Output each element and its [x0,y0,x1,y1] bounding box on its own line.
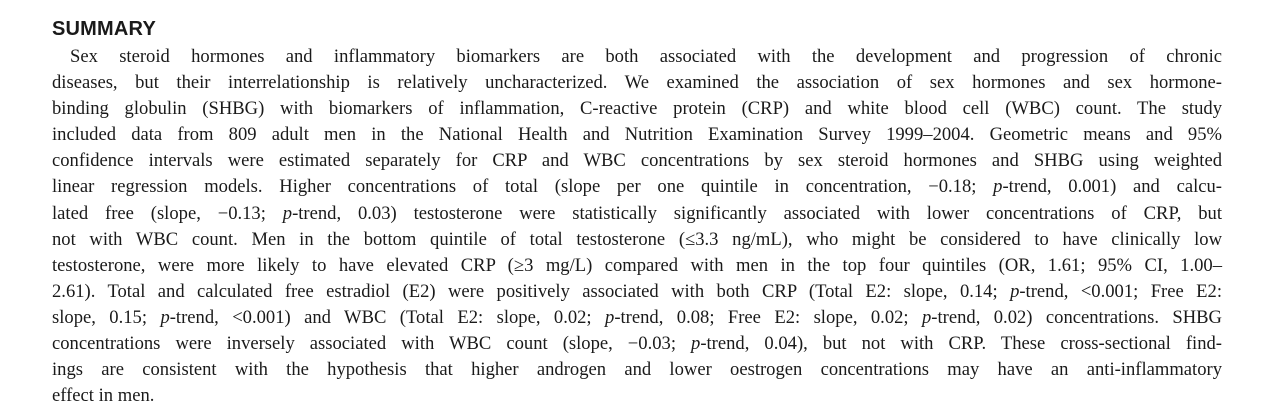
paragraph-line: 2.61). Total and calculated free estradiol (E2) were positively associated with both CRP (Total E2: slope, 0.14; p-trend, <0.001; Free E2: [52,280,1222,302]
paragraph-line: effect in men. [52,385,155,407]
paragraph-line: lated free (slope, −0.13; p-trend, 0.03) testosterone were statistically significantly associated with lower concentrations of CRP, but [52,202,1222,224]
paragraph-line: linear regression models. Higher concentrations of total (slope per one quintile in concentration, −0.18; p-trend, 0.001) and calcu- [52,176,1222,198]
section-heading: SUMMARY [52,18,156,40]
paragraph-line: not with WBC count. Men in the bottom quintile of total testosterone (≤3.3 ng/mL), who might be considered to have clinically low [52,228,1222,250]
paragraph-line: binding globulin (SHBG) with biomarkers of inflammation, C-reactive protein (CRP) and white blood cell (WBC) count. The study [52,98,1222,120]
paragraph-line: ings are consistent with the hypothesis that higher androgen and lower oestrogen concentrations may have an anti-inflammatory [52,359,1222,381]
paragraph-line: diseases, but their interrelationship is relatively uncharacterized. We examined the association of sex hormones and sex hormone- [52,72,1222,94]
paragraph-line: concentrations were inversely associated with WBC count (slope, −0.03; p-trend, 0.04), but not with CRP. These cross-sectional find- [52,333,1222,355]
summary-section [52,14,1222,409]
paragraph-line: included data from 809 adult men in the National Health and Nutrition Examination Survey 1999–2004. Geometric means and 95% [52,124,1222,146]
summary-paragraph [52,44,1222,409]
paragraph-line: slope, 0.15; p-trend, <0.001) and WBC (Total E2: slope, 0.02; p-trend, 0.08; Free E2: slope, 0.02; p-trend, 0.02) concentrations. SHBG [52,306,1222,328]
paragraph-line: Sex steroid hormones and inflammatory biomarkers are both associated with the development and progression of chronic [70,46,1222,67]
paragraph-line: confidence intervals were estimated separately for CRP and WBC concentrations by sex steroid hormones and SHBG using weighted [52,150,1222,172]
paragraph-line: testosterone, were more likely to have elevated CRP (≥3 mg/L) compared with men in the top four quintiles (OR, 1.61; 95% CI, 1.00– [52,254,1222,276]
